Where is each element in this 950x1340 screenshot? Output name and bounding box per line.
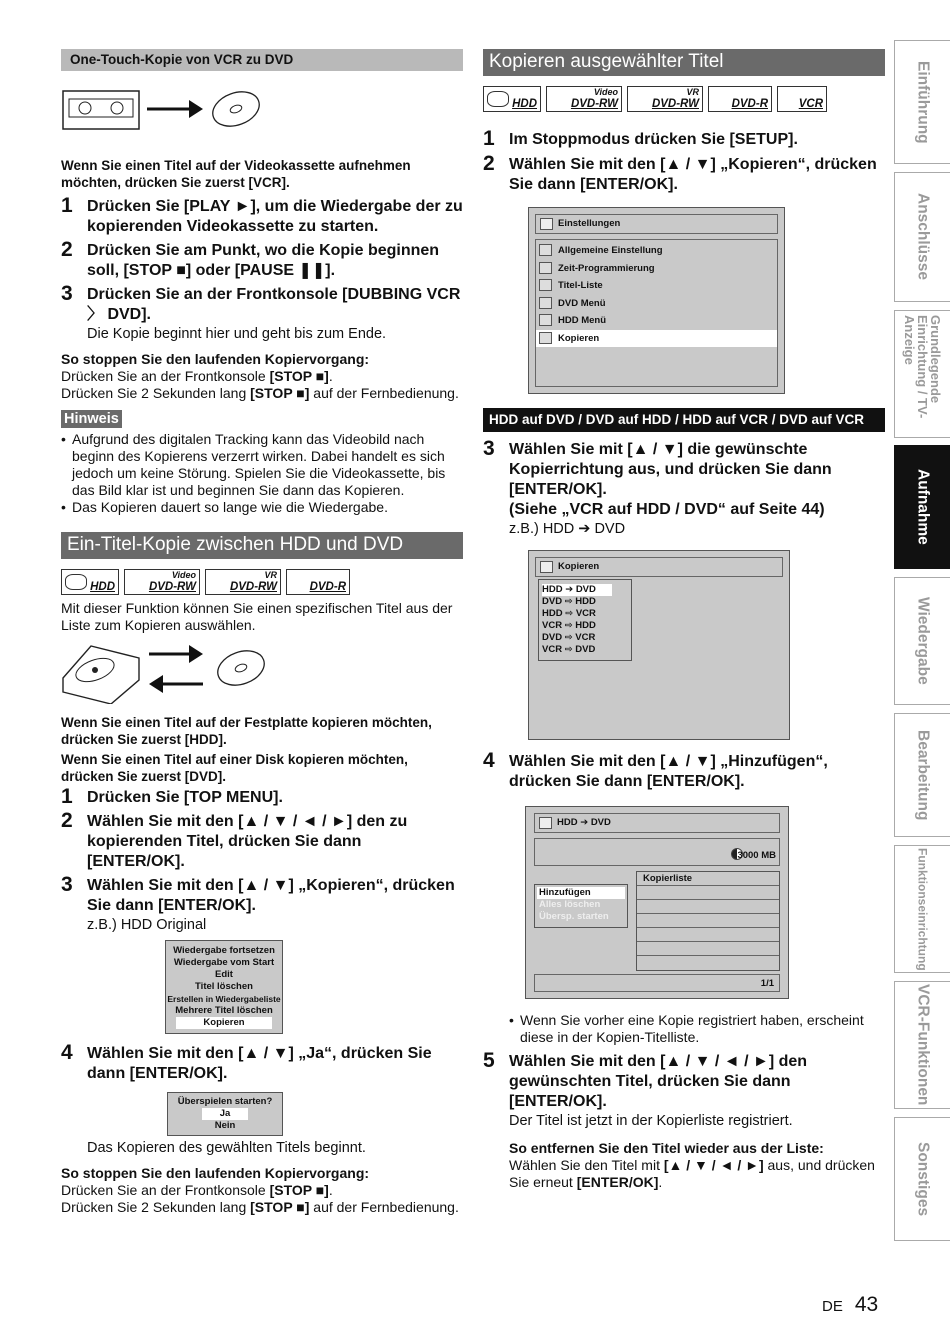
capacity-box	[534, 838, 780, 866]
step-text: Drücken Sie an der Frontkonsole [DUBBING VCR 〉 DVD].	[87, 286, 461, 323]
delete-all-option[interactable]: Alles löschen	[539, 899, 601, 910]
hdd-icon	[65, 574, 87, 590]
copy-list-screen	[525, 806, 789, 999]
tab-sonstiges[interactable]: Sonstiges	[894, 1117, 950, 1241]
hdd-icon	[487, 91, 509, 107]
step-text: Wählen Sie mit [▲ / ▼] die gewünschte Kopierrichtung aus, und drücken Sie dann [ENTER/OK].	[509, 441, 832, 498]
title-menu-screen	[165, 940, 283, 1034]
remove-text: Wählen Sie den Titel mit	[509, 1157, 664, 1173]
stop-line2-end: auf der Fernbedienung.	[309, 385, 459, 401]
step-number: 3	[61, 282, 73, 305]
note-item: • Das Kopieren dauert so lange wie die Wiedergabe.	[61, 499, 463, 516]
step-reference: (Siehe „VCR auf HDD / DVD“ auf Seite 44)	[509, 501, 825, 518]
stop-title: So stoppen Sie den laufenden Kopiervorgang:	[61, 351, 370, 367]
calendar-icon	[539, 262, 552, 274]
menu-item-selected[interactable]: Kopieren	[176, 1017, 272, 1029]
hdd-dvd-illustration	[61, 640, 281, 704]
step-text: Wählen Sie mit den [▲ / ▼] „Kopieren“, drücken Sie dann [ENTER/OK].	[87, 877, 455, 914]
step-text: Wählen Sie mit den [▲ / ▼] „Kopieren“, drücken Sie dann [ENTER/OK].	[509, 156, 877, 193]
step-1	[483, 127, 885, 150]
hdd-icon	[539, 314, 552, 326]
dvd-r-logo: DVD-R	[708, 86, 772, 112]
dvd-rw-vr-logo: VR DVD-RW	[627, 86, 703, 112]
bidirectional-arrows-icon	[149, 645, 203, 693]
hdd-intro: Wenn Sie einen Titel auf der Festplatte kopieren möchten, drücken Sie zuerst [HDD].	[61, 715, 432, 747]
step-text: Wählen Sie mit den [▲ / ▼] „Ja“, drücken Sie dann [ENTER/OK].	[87, 1045, 432, 1082]
settings-screen	[528, 207, 785, 394]
step-3	[483, 437, 885, 538]
media-logos	[483, 86, 885, 112]
tab-grundlegende-einrichtung[interactable]: Grundlegende Einrichtung / TV-Anzeige	[894, 310, 950, 438]
menu-item[interactable]: Erstellen in Wiedergabeliste	[167, 994, 281, 1004]
disc-icon	[213, 645, 269, 691]
stop-instructions: So stoppen Sie den laufenden Kopiervorgang: Drücken Sie an der Frontkonsole [STOP ■]. Drücken Sie 2 Sekunden lang [STOP ■] auf der Fernbedienung.	[61, 351, 459, 401]
media-logos	[61, 569, 463, 595]
dvd-r-logo: DVD-R	[286, 569, 350, 595]
remove-key: [ENTER/OK]	[576, 1174, 659, 1190]
remove-instructions	[509, 1140, 885, 1191]
right-arrow-icon	[147, 100, 203, 118]
step-text: Drücken Sie [TOP MENU].	[87, 789, 283, 806]
vcr-logo: VCR	[777, 86, 827, 112]
step-number: 1	[61, 785, 73, 808]
step-number: 2	[61, 238, 73, 261]
step-4	[483, 749, 885, 792]
remove-text: .	[658, 1174, 663, 1190]
settings-list	[535, 239, 778, 387]
direction-option[interactable]: VCR ⇨ HDD	[542, 620, 596, 631]
start-copy-option[interactable]: Übersp. starten	[539, 911, 609, 922]
remove-text: aus, und drücken Sie erneut	[509, 1157, 875, 1190]
step-4	[61, 1041, 463, 1084]
step-subtext: Die Kopie beginnt hier und geht bis zum Ende.	[87, 326, 387, 342]
step-1	[61, 785, 463, 808]
direction-list	[538, 579, 632, 661]
section-title-copy-selected: Kopieren ausgewählter Titel	[483, 49, 885, 76]
menu-item-copy-selected[interactable]: Kopieren	[536, 330, 777, 348]
remove-keys: [▲ / ▼ / ◄ / ►]	[663, 1157, 764, 1173]
stop-line2-bold: [STOP ■]	[250, 385, 310, 401]
stop-line1-bold: [STOP ■]	[269, 1182, 329, 1198]
copy-direction-screen	[528, 550, 790, 740]
tab-wiedergabe[interactable]: Wiedergabe	[894, 577, 950, 705]
step-5	[483, 1049, 885, 1130]
page-number-value: 43	[854, 1293, 879, 1316]
step-number: 2	[483, 152, 495, 175]
copy-icon	[539, 817, 552, 829]
screen-header: Einstellungen	[535, 214, 778, 234]
tab-vcr-funktionen[interactable]: VCR-Funktionen	[894, 981, 950, 1109]
note-item: • Wenn Sie vorher eine Kopie registriert haben, erscheint diese in der Kopien-Titelliste.	[509, 1012, 885, 1046]
note-label: Hinweis	[61, 410, 122, 428]
screen-header: HDD ➔ DVD	[534, 813, 780, 833]
dvd-rw-video-logo: Video DVD-RW	[546, 86, 622, 112]
disc-icon	[539, 297, 552, 309]
step-3	[61, 282, 463, 343]
step-text: Im Stoppmodus drücken Sie [SETUP].	[509, 131, 798, 148]
menu-item[interactable]: Mehrere Titel löschen	[175, 1005, 273, 1016]
step-number: 5	[483, 1049, 495, 1072]
page-number	[822, 1293, 878, 1317]
step-2	[61, 809, 463, 872]
stop-line2-end: auf der Fernbedienung.	[309, 1199, 459, 1215]
stop-instructions: So stoppen Sie den laufenden Kopiervorgang: Drücken Sie an der Frontkonsole [STOP ■]. Drücken Sie 2 Sekunden lang [STOP ■] auf der Fernbedienung.	[61, 1165, 459, 1215]
copy-list-row[interactable]	[637, 914, 779, 928]
dvd-rw-video-logo: Video DVD-RW	[124, 569, 200, 595]
hdd-drive-icon	[63, 646, 139, 704]
section-title-one-touch: One-Touch-Kopie von VCR zu DVD	[61, 49, 463, 71]
menu-item-hdd-menu[interactable]: HDD Menü	[536, 312, 777, 330]
capacity-value: 3000 MB	[737, 850, 776, 861]
step-text: Wählen Sie mit den [▲ / ▼ / ◄ / ►] den zu kopierenden Titel, drücken Sie dann [ENTER/OK].	[87, 813, 408, 870]
vcr-to-dvd-illustration	[61, 89, 261, 139]
tab-einfuehrung[interactable]: Einführung	[894, 40, 950, 164]
step-number: 2	[61, 809, 73, 832]
direction-option[interactable]: VCR ⇨ DVD	[542, 644, 596, 655]
step-3	[61, 873, 463, 934]
stop-title: So stoppen Sie den laufenden Kopiervorgang:	[61, 1165, 370, 1181]
confirm-dialog	[167, 1092, 283, 1136]
tab-bearbeitung[interactable]: Bearbeitung	[894, 713, 950, 837]
left-column	[61, 49, 463, 1216]
step-number: 1	[483, 127, 495, 150]
tab-aufnahme[interactable]: Aufnahme	[894, 445, 950, 569]
step-subtext: Der Titel ist jetzt in der Kopierliste registriert.	[509, 1113, 793, 1129]
hdd-logo: HDD	[61, 569, 119, 595]
dvd-intro: Wenn Sie einen Titel auf einer Disk kopieren möchten, drücken Sie zuerst [DVD].	[61, 752, 408, 784]
copy-list-row[interactable]	[637, 900, 779, 914]
hdd-logo: HDD	[483, 86, 541, 112]
step-2	[61, 238, 463, 281]
stop-line2: Drücken Sie 2 Sekunden lang	[61, 1199, 251, 1215]
direction-option[interactable]: HDD ⇨ VCR	[542, 608, 596, 619]
step-1	[61, 194, 463, 237]
step-subtext: z.B.) HDD Original	[87, 917, 207, 933]
menu-item-title-list[interactable]: Titel-Liste	[536, 277, 777, 295]
add-option-selected[interactable]: Hinzufügen	[537, 887, 625, 899]
menu-item-general[interactable]: Allgemeine Einstellung	[536, 242, 777, 260]
wrench-icon	[539, 244, 552, 256]
disc-icon	[208, 89, 261, 132]
stop-line2: Drücken Sie 2 Sekunden lang	[61, 385, 251, 401]
page-indicator: 1/1	[760, 978, 774, 989]
vcr-intro: Wenn Sie einen Titel auf der Videokassette aufnehmen möchten, drücken Sie zuerst [VCR].	[61, 158, 411, 190]
step-text: Drücken Sie am Punkt, wo die Kopie beginnen soll, [STOP ■] oder [PAUSE ❚❚].	[87, 242, 440, 279]
right-column	[483, 49, 885, 1191]
menu-item-timer[interactable]: Zeit-Programmierung	[536, 260, 777, 278]
dvd-rw-vr-logo: VR DVD-RW	[205, 569, 281, 595]
yes-option[interactable]: Ja	[202, 1108, 248, 1120]
step-text: Wählen Sie mit den [▲ / ▼ / ◄ / ►] den gewünschten Titel, drücken Sie dann [ENTER/OK].	[509, 1053, 808, 1110]
list-icon	[539, 279, 552, 291]
step-text: Drücken Sie [PLAY ►], um die Wiedergabe der zu kopierenden Videokassette zu starten.	[87, 198, 463, 235]
copy-list-row[interactable]	[637, 942, 779, 956]
copy-list-row[interactable]	[637, 928, 779, 942]
step-number: 1	[61, 194, 73, 217]
dialog-title: Überspielen starten?	[177, 1096, 273, 1107]
step-text: Wählen Sie mit den [▲ / ▼] „Hinzufügen“, drücken Sie dann [ENTER/OK].	[509, 753, 828, 790]
menu-item[interactable]: Edit	[215, 969, 233, 980]
remove-title: So entfernen Sie den Titel wieder aus der Liste:	[509, 1140, 824, 1156]
note-item: • Aufgrund des digitalen Tracking kann das Videobild nach beginn des Kopierens verzerrt wirken. Dabei handelt es sich jedoch um keine Störung. Spielen Sie die Videokassette, bis das Bild klar ist und beginnen Sie dann das Kopieren.	[61, 431, 463, 499]
tab-anschluesse[interactable]: Anschlüsse	[894, 172, 950, 302]
no-option[interactable]: Nein	[214, 1120, 236, 1131]
section-title-single-copy: Ein-Titel-Kopie zwischen HDD und DVD	[61, 532, 463, 559]
step-number: 4	[483, 749, 495, 772]
menu-item-dvd-menu[interactable]: DVD Menü	[536, 295, 777, 313]
menu-item[interactable]: Wiedergabe vom Start	[173, 957, 275, 968]
copy-list-row[interactable]	[637, 886, 779, 900]
action-menu	[534, 884, 628, 928]
menu-item[interactable]: Titel löschen	[195, 981, 253, 992]
step-subtext: z.B.) HDD ➔ DVD	[509, 521, 626, 537]
step-number: 3	[61, 873, 73, 896]
step-number: 4	[61, 1041, 73, 1064]
page-indicator-box	[534, 974, 780, 992]
menu-item[interactable]: Wiedergabe fortsetzen	[173, 945, 275, 956]
copy-list	[636, 871, 780, 971]
stop-line1: Drücken Sie an der Frontkonsole	[61, 1182, 270, 1198]
screen-header: Kopieren	[535, 557, 783, 577]
vhs-tape-icon	[63, 91, 139, 129]
step-2	[483, 152, 885, 195]
page-language: DE	[822, 1298, 843, 1315]
stop-line1-bold: [STOP ■]	[269, 368, 329, 384]
copy-icon	[540, 561, 553, 573]
copy-result: Das Kopieren des gewählten Titels beginnt.	[87, 1140, 366, 1156]
stop-line1: Drücken Sie an der Frontkonsole	[61, 368, 270, 384]
copy-icon	[539, 332, 552, 344]
settings-icon	[540, 218, 553, 230]
direction-option[interactable]: DVD ⇨ VCR	[542, 632, 596, 643]
tab-funktionseinrichtung[interactable]: Funktionseinrichtung	[894, 845, 950, 973]
copy-list-title: Kopierliste	[637, 872, 779, 886]
direction-bar: HDD auf DVD / DVD auf HDD / HDD auf VCR / DVD auf VCR	[483, 408, 885, 432]
step-number: 3	[483, 437, 495, 460]
direction-option[interactable]: DVD ⇨ HDD	[542, 596, 596, 607]
section-description: Mit dieser Funktion können Sie einen spezifischen Titel aus der Liste zum Kopieren auswählen.	[61, 600, 453, 633]
stop-line2-bold: [STOP ■]	[250, 1199, 310, 1215]
direction-option-selected[interactable]: HDD ➔ DVD	[542, 584, 612, 596]
